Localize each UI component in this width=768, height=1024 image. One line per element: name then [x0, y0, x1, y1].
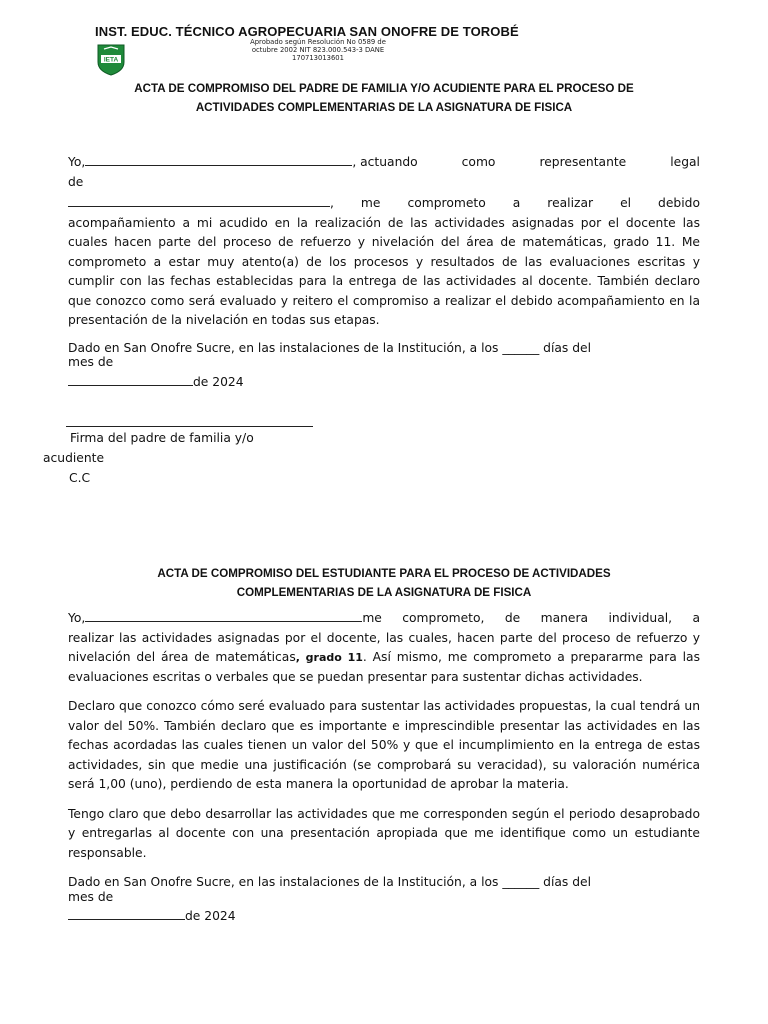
word-el: el: [620, 196, 632, 210]
section2-title: [60, 564, 708, 602]
resolution-line-1: Aprobado según Resolución No 0589 de: [250, 38, 386, 46]
section1-line-student: , me comprometo a realizar el debido: [68, 194, 700, 214]
section2-title-line2: COMPLEMENTARIAS DE LA ASIGNATURA DE FISICA: [236, 586, 532, 599]
section1-mes: mes de: [68, 355, 114, 369]
section1-paragraph: acompañamiento a mi acudido en la realización de las actividades asignadas por el docente las cuales hacen parte del proceso de refuerzo y nivelación del área de matemáticas, grado 11. Me comprometo a estar muy atento(a) de los procesos y resultados de las evaluaciones escritas y cumplir con las fechas establecidas para la entrega de las actividades al docente. También declaro que conozco como será evaluado y reitero el compromiso a realizar el debido acompañamiento en la presentación de la nivelación en todas sus etapas.: [68, 215, 700, 327]
grado-bold: , grado 11: [295, 651, 363, 664]
section2-paragraph-3: Tengo claro que debo desarrollar las actividades que me corresponden según el periodo desaprobado y entregarlas al docente con una presentación apropiada que me identifique como un estudiante responsable.: [68, 806, 700, 860]
name-blank[interactable]: [85, 153, 352, 166]
signature-line[interactable]: [66, 426, 313, 427]
section2-line-yo: [68, 609, 700, 629]
student-name-blank[interactable]: [85, 609, 362, 622]
section1-line-yo: [68, 153, 700, 173]
logo-text: IETA: [103, 56, 119, 64]
word-a: a: [512, 196, 521, 210]
section2-title-line1: ACTA DE COMPROMISO DEL ESTUDIANTE PARA EL PROCESO DE ACTIVIDADES: [157, 567, 611, 580]
resolution-line-3: 170713013601: [292, 54, 344, 62]
signature-cc: C.C: [69, 471, 91, 485]
section2-mes: mes de: [68, 889, 114, 904]
section1-title: [60, 79, 708, 117]
yo-label: Yo, , actuando: [68, 155, 418, 169]
word-debido: debido: [658, 196, 700, 210]
section2-date-line: de 2024: [68, 907, 700, 927]
word-como: como: [461, 155, 496, 169]
student-blank[interactable]: [68, 194, 330, 207]
month-blank-2[interactable]: [68, 907, 185, 920]
word-comprometo: comprometo: [407, 196, 486, 210]
institution-name: INST. EDUC. TÉCNICO AGROPECUARIA SAN ONOFRE DE TOROBÉ: [95, 24, 519, 39]
section2-dado: Dado en San Onofre Sucre, en las instalaciones de la Institución, a los ______ días del: [68, 875, 591, 889]
section1-body: [68, 153, 700, 392]
school-shield-logo: [96, 42, 126, 76]
signature-label: Firma del padre de familia y/o: [70, 431, 254, 445]
section1-title-line2: ACTIVIDADES COMPLEMENTARIAS DE LA ASIGNATURA DE FISICA: [195, 101, 573, 114]
section1-dado: Dado en San Onofre Sucre, en las instalaciones de la Institución, a los ______ días del: [68, 340, 591, 355]
section1-title-line1: ACTA DE COMPROMISO DEL PADRE DE FAMILIA Y/O ACUDIENTE PARA EL PROCESO DE: [134, 82, 634, 95]
word-me: me: [360, 196, 381, 210]
resolution-line-2: octubre 2002 NIT 823.000.543-3 DANE: [251, 46, 385, 54]
section2-paragraph-1: realizar las actividades asignadas por el docente, las cuales, hacen parte del proceso de refuerzo y nivelación del área de matemáticas, grado 11. Así mismo, me comprometo a prepararme para las evaluaciones escritas o verbales que se puedan presentar para sustentar dichas actividades.: [68, 630, 700, 684]
month-blank[interactable]: [68, 373, 193, 386]
resolution-text: [228, 38, 408, 62]
section2-first-line-rest: me comprometo, de manera individual, a: [362, 611, 700, 625]
word-representante: representante: [539, 155, 627, 169]
yo-label-2: Yo,: [68, 611, 86, 625]
section1-date-line: de 2024: [68, 373, 700, 393]
word-realizar: realizar: [547, 196, 594, 210]
section2-paragraph-2: Declaro que conozco cómo seré evaluado para sustentar las actividades propuestas, la cual tendrá un valor del 50%. También declaro que es importante e imprescindible presentar las actividades en las fechas acordadas las cuales tienen un valor del 50% y que el incumplimiento en la entrega de estas actividades, sin que medie una justificación (se comprobará su veracidad), su valoración numérica será 1,00 (uno), perdiendo de esta manera la oportunidad de aprobar la materia.: [68, 699, 700, 791]
section2-body: [68, 609, 700, 927]
signature-acudiente: acudiente: [43, 451, 105, 465]
word-de: de: [68, 174, 84, 189]
word-legal: legal: [670, 155, 700, 169]
